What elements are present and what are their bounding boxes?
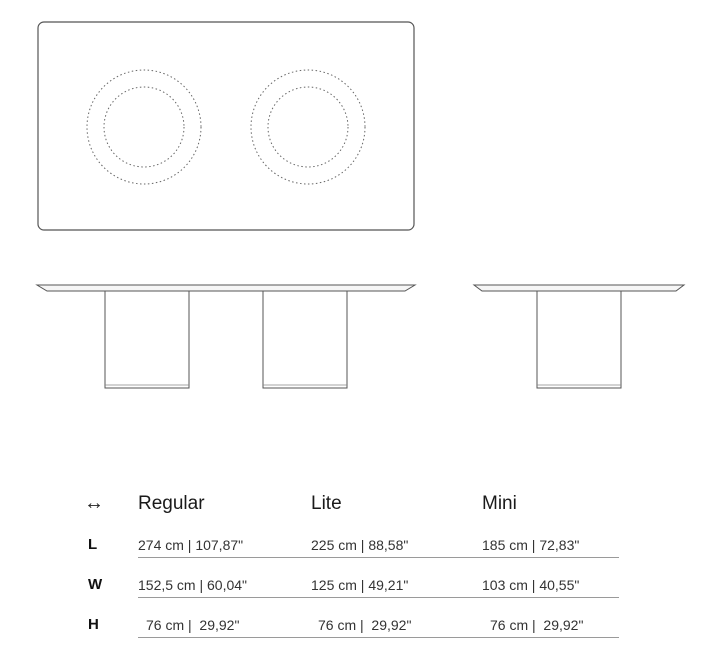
tabletop-end-view [474,285,684,291]
column-header-lite: Lite [311,493,342,514]
cell-length-lite: 225 cm | 88,58" [311,537,409,553]
cell-height-regular: 76 cm | 29,92" [146,617,240,633]
length-arrow-icon: ↔ [84,492,104,514]
cell-height-mini: 76 cm | 29,92" [490,617,584,633]
tabletop-side-view [37,285,415,291]
row-label-width: W [88,576,103,593]
row-divider [138,637,619,638]
cell-width-mini: 103 cm | 40,55" [482,577,580,593]
column-header-regular: Regular [138,493,205,514]
cell-width-regular: 152,5 cm | 60,04" [138,577,248,593]
row-label-length: L [88,536,98,553]
pedestal-right [263,291,347,388]
pedestal-end-view [537,291,621,388]
cell-length-regular: 274 cm | 107,87" [138,537,244,553]
cell-width-lite: 125 cm | 49,21" [311,577,409,593]
column-header-mini: Mini [482,493,517,514]
cell-height-lite: 76 cm | 29,92" [318,617,412,633]
row-divider [138,557,619,558]
row-divider [138,597,619,598]
pedestal-left [105,291,189,388]
row-label-height: H [88,616,99,633]
base-footprint-inner-right [268,87,348,167]
tabletop-top-view [38,22,414,230]
base-footprint-inner-left [104,87,184,167]
cell-length-mini: 185 cm | 72,83" [482,537,580,553]
